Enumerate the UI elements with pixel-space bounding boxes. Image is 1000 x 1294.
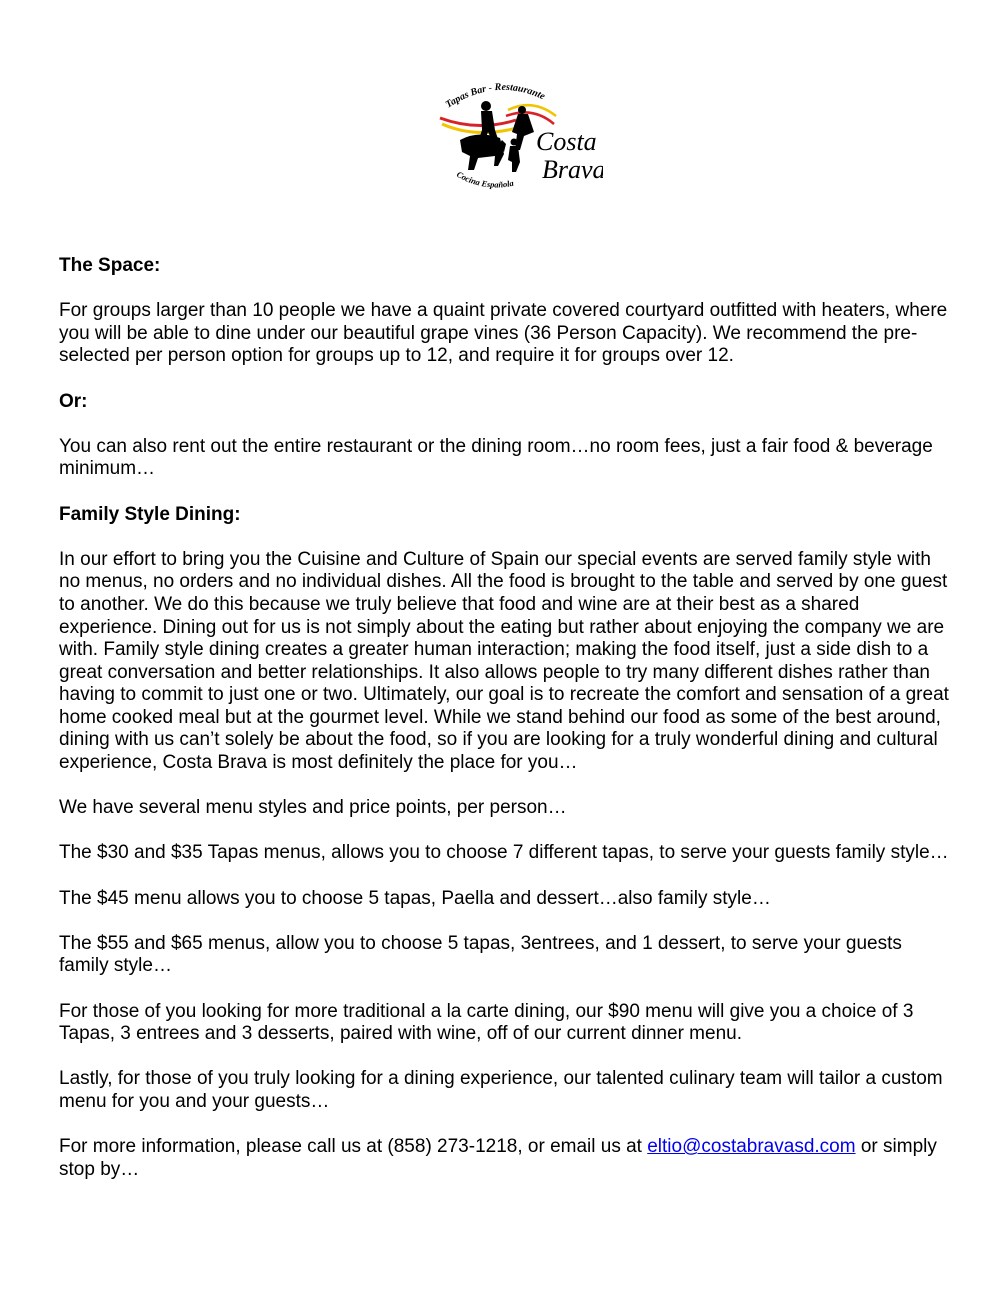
red-swoosh bbox=[440, 118, 516, 126]
email-link[interactable]: eltio@costabravasd.com bbox=[647, 1136, 856, 1158]
contact-text-after: or simply stop by… bbox=[59, 1136, 937, 1180]
family-style-heading: Family Style Dining: bbox=[59, 503, 241, 525]
logo-bottom-text: Cocina Española bbox=[455, 169, 515, 190]
logo-brand-line1: Costa bbox=[536, 127, 597, 156]
dancer-silhouettes bbox=[460, 101, 534, 172]
rent-paragraph: You can also rent out the entire restaurant or the dining room…no room fees, just a fair food & beverage minimum… bbox=[59, 435, 933, 480]
menu-intro-paragraph: We have several menu styles and price points, per person… bbox=[59, 797, 567, 819]
space-heading: The Space: bbox=[59, 255, 161, 276]
space-paragraph: For groups larger than 10 people we have a quaint private covered courtyard outfitted with heaters, where you will be able to dine under our beautiful grape vines (36 Person Capacity). We recommend the pre-selected per person option for groups up to 12, and require it for groups over 12. bbox=[59, 300, 948, 367]
menu-90-paragraph: For those of you looking for more traditional a la carte dining, our $90 menu will give you a choice of 3 Tapas, 3 entrees and 3 desserts, paired with wine, off of our current dinner menu. bbox=[59, 1000, 914, 1045]
custom-menu-paragraph: Lastly, for those of you truly looking for a dining experience, our talented culinary team will tailor a custom menu for you and your guests… bbox=[59, 1068, 943, 1112]
contact-text-before: For more information, please call us at (858) 273-1218, or email us at bbox=[59, 1136, 648, 1158]
menu-30-35-paragraph: The $30 and $35 Tapas menus, allows you to choose 7 different tapas, to serve your guests family style… bbox=[59, 842, 949, 864]
costa-brava-logo bbox=[438, 80, 603, 195]
logo-graphic bbox=[438, 80, 603, 195]
or-heading: Or: bbox=[59, 390, 88, 412]
family-style-paragraph: In our effort to bring you the Cuisine and Culture of Spain our special events are served family style with no menus, no orders and no individual dishes. All the food is brought to the table and served by one guest to another. We do this because we truly believe that food and wine are at their best as a shared experience. Dining out for us is not simply about the eating but rather about enjoying the company we are with. Family style dining creates a greater human interaction; making the food itself, just a side dish to a great conversation and better relationships. It also allows people to try many different dishes rather than having to commit to just one or two. Ultimately, our goal is to recreate the comfort and sensation of a great home cooked meal but at the gourmet level. While we stand behind our food as some of the best around, dining with us can’t solely be about the food, so if you are looking for a truly wonderful dining and cultural experience, Costa Brava is most definitely the place for you… bbox=[59, 548, 949, 774]
menu-45-paragraph: The $45 menu allows you to choose 5 tapas, Paella and dessert…also family style… bbox=[59, 887, 771, 909]
logo-brand-line2: Brava bbox=[542, 155, 603, 184]
document-body bbox=[59, 255, 949, 1204]
logo-top-text: Tapas Bar - Restaurante bbox=[443, 81, 547, 111]
contact-paragraph bbox=[59, 1136, 949, 1181]
menu-55-65-paragraph: The $55 and $65 menus, allow you to choose 5 tapas, 3entrees, and 1 dessert, to serve your guests family style… bbox=[59, 932, 902, 977]
